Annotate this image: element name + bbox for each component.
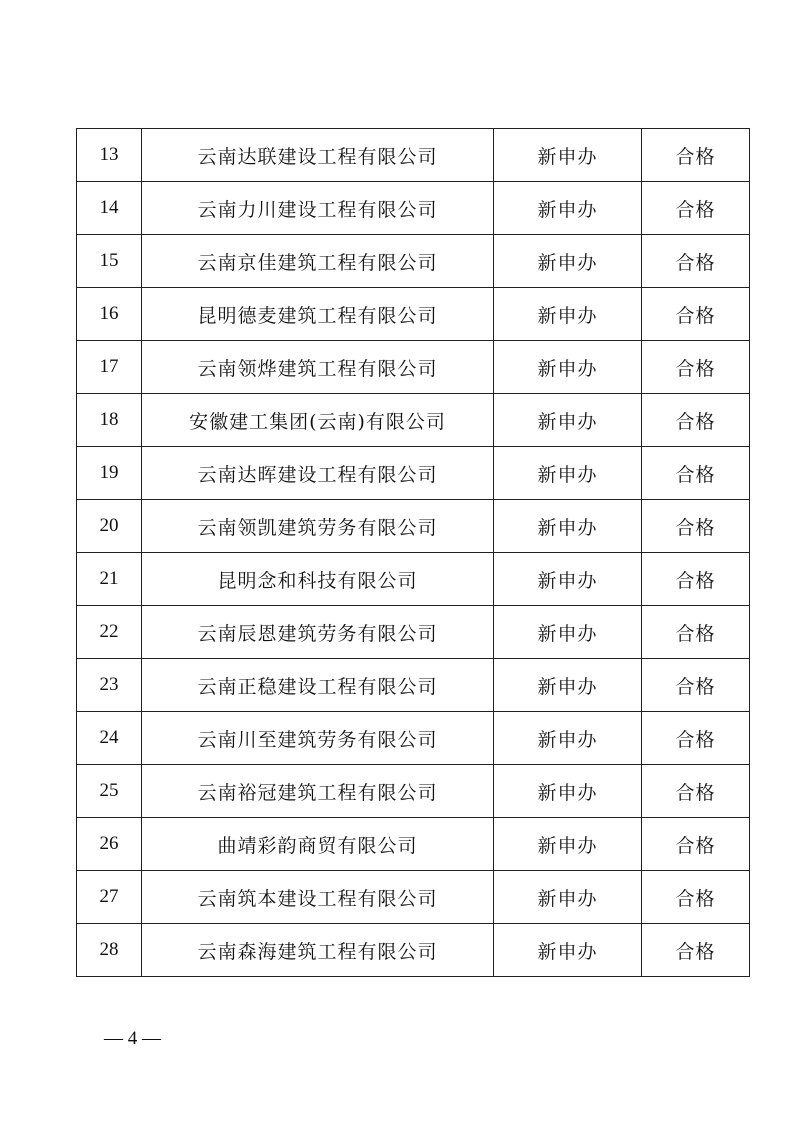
- row-number: 22: [77, 606, 142, 659]
- review-result: 合格: [642, 394, 750, 447]
- application-type: 新申办: [494, 765, 642, 818]
- company-name: 云南领烨建筑工程有限公司: [142, 341, 494, 394]
- table-row: [77, 553, 750, 606]
- application-type: 新申办: [494, 659, 642, 712]
- row-number: 27: [77, 871, 142, 924]
- review-result: 合格: [642, 659, 750, 712]
- review-result: 合格: [642, 924, 750, 977]
- table-row: [77, 129, 750, 182]
- company-name: 云南正稳建设工程有限公司: [142, 659, 494, 712]
- review-result: 合格: [642, 129, 750, 182]
- company-name: 云南裕冠建筑工程有限公司: [142, 765, 494, 818]
- row-number: 25: [77, 765, 142, 818]
- company-name: 云南森海建筑工程有限公司: [142, 924, 494, 977]
- page-number: — 4 —: [104, 1028, 161, 1049]
- company-name: 云南达晖建设工程有限公司: [142, 447, 494, 500]
- review-result: 合格: [642, 712, 750, 765]
- table-row: [77, 606, 750, 659]
- row-number: 23: [77, 659, 142, 712]
- application-type: 新申办: [494, 818, 642, 871]
- company-name: 云南筑本建设工程有限公司: [142, 871, 494, 924]
- company-name: 昆明念和科技有限公司: [142, 553, 494, 606]
- company-name: 云南力川建设工程有限公司: [142, 182, 494, 235]
- row-number: 28: [77, 924, 142, 977]
- company-name: 云南辰恩建筑劳务有限公司: [142, 606, 494, 659]
- application-type: 新申办: [494, 871, 642, 924]
- company-name: 云南达联建设工程有限公司: [142, 129, 494, 182]
- review-result: 合格: [642, 818, 750, 871]
- company-review-table: [76, 128, 750, 977]
- table-row: [77, 712, 750, 765]
- application-type: 新申办: [494, 924, 642, 977]
- review-result: 合格: [642, 500, 750, 553]
- table-row: [77, 765, 750, 818]
- company-name: 云南京佳建筑工程有限公司: [142, 235, 494, 288]
- application-type: 新申办: [494, 235, 642, 288]
- table-row: [77, 659, 750, 712]
- review-result: 合格: [642, 341, 750, 394]
- application-type: 新申办: [494, 606, 642, 659]
- table-body: [77, 129, 750, 977]
- company-name: 云南领凯建筑劳务有限公司: [142, 500, 494, 553]
- company-name: 安徽建工集团(云南)有限公司: [142, 394, 494, 447]
- row-number: 17: [77, 341, 142, 394]
- application-type: 新申办: [494, 394, 642, 447]
- table-row: [77, 500, 750, 553]
- application-type: 新申办: [494, 341, 642, 394]
- table-row: [77, 871, 750, 924]
- application-type: 新申办: [494, 500, 642, 553]
- review-result: 合格: [642, 182, 750, 235]
- company-name: 昆明德麦建筑工程有限公司: [142, 288, 494, 341]
- table-row: [77, 818, 750, 871]
- company-name: 云南川至建筑劳务有限公司: [142, 712, 494, 765]
- application-type: 新申办: [494, 288, 642, 341]
- table-row: [77, 235, 750, 288]
- review-result: 合格: [642, 235, 750, 288]
- table-row: [77, 924, 750, 977]
- row-number: 26: [77, 818, 142, 871]
- row-number: 20: [77, 500, 142, 553]
- company-name: 曲靖彩韵商贸有限公司: [142, 818, 494, 871]
- review-result: 合格: [642, 606, 750, 659]
- review-result: 合格: [642, 553, 750, 606]
- table-row: [77, 447, 750, 500]
- row-number: 15: [77, 235, 142, 288]
- application-type: 新申办: [494, 129, 642, 182]
- review-result: 合格: [642, 288, 750, 341]
- row-number: 24: [77, 712, 142, 765]
- table-row: [77, 341, 750, 394]
- review-result: 合格: [642, 871, 750, 924]
- review-result: 合格: [642, 765, 750, 818]
- row-number: 19: [77, 447, 142, 500]
- review-result: 合格: [642, 447, 750, 500]
- row-number: 18: [77, 394, 142, 447]
- row-number: 13: [77, 129, 142, 182]
- table-row: [77, 394, 750, 447]
- table-row: [77, 288, 750, 341]
- row-number: 16: [77, 288, 142, 341]
- application-type: 新申办: [494, 553, 642, 606]
- application-type: 新申办: [494, 447, 642, 500]
- table-row: [77, 182, 750, 235]
- application-type: 新申办: [494, 182, 642, 235]
- application-type: 新申办: [494, 712, 642, 765]
- row-number: 14: [77, 182, 142, 235]
- row-number: 21: [77, 553, 142, 606]
